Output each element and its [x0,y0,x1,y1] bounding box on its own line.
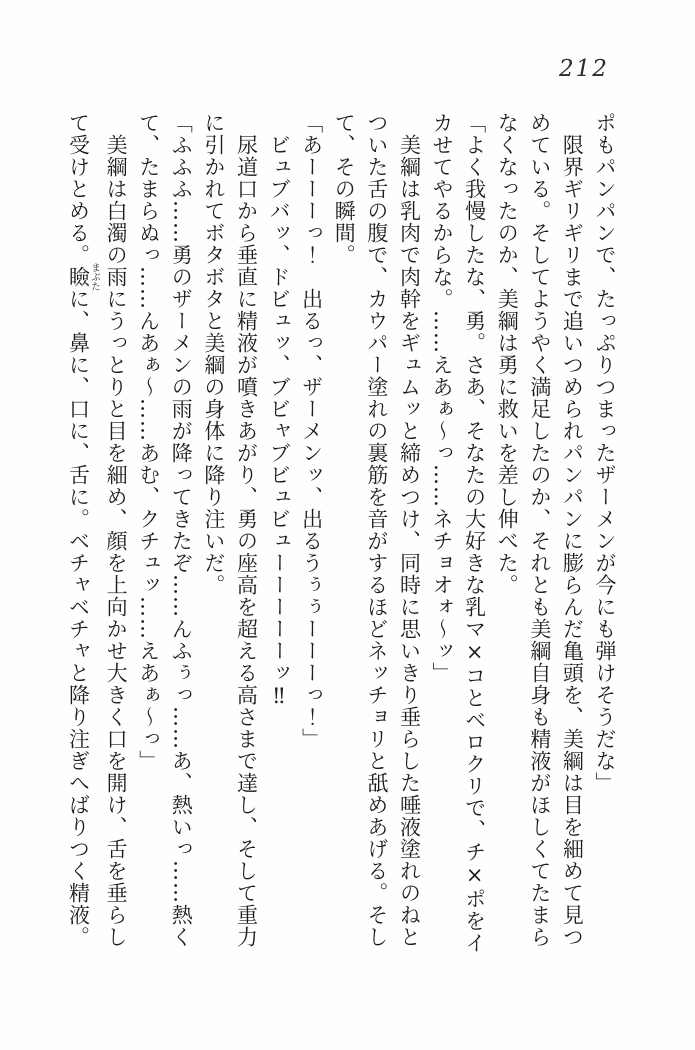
ruby-base: 瞼 [66,262,91,292]
text-segment: に、鼻に、口に、舌に。ベチャベチャと降り注ぎへばりつく精液。 [66,288,91,948]
ruby-word [66,262,100,292]
text-column: 「よく我慢したな、勇。さあ、そなたの大好きな乳マ×コとベロクリで、チ×ポをイ [462,112,487,954]
text-column: に引かれてボタボタと美綱の身体に降り注いだ。 [201,112,226,596]
text-column: て、たまらぬっ……んあぁ～……あむ、クチュッ……えあぁ～っ」 [136,112,161,772]
text-column: ビュブバッ、ドビュッ、ブビャブビュビューーーーーッ‼ [267,112,292,709]
text-column: ついた舌の腹で、カウパー塗れの裏筋を音がするほどネッチョリと舐めあげる。そし [364,112,389,948]
furigana: まぶた [89,262,100,292]
text-column: ポもパンパンで、たっぷりつまったザーメンが今にも弾けそうだな」 [593,112,617,794]
text-column: 美綱は白濁の雨にうっとりと目を細め、顔を上向かせ大きく口を開け、舌を垂らし [104,112,129,948]
text-column: 「ふふふ……勇のザーメンの雨が降ってきたぞ……んふぅっ……あ、熱いっ……熱く [169,112,194,948]
book-page-text [62,112,621,954]
text-column: 尿道口から垂直に精液が噴きあがり、勇の座高を超える高さまで達し、そして重力 [234,112,259,948]
text-column: 限界ギリギリまで追いつめられパンパンに膨らんだ亀頭を、美綱は目を細めて見つ [560,112,585,948]
text-column [62,112,100,954]
text-segment: て受けとめる。 [66,112,91,266]
text-column: 美綱は乳肉で肉幹をギュムッと締めつけ、同時に思いきり垂らした唾液塗れのねと [397,112,422,948]
text-column: なくなったのか、美綱は勇に救いを差し伸べた。 [495,112,520,596]
text-column: 「あーーーっ！ 出るっ、ザーメンッ、出るうぅぅーーーっ！」 [299,112,324,750]
text-column: めている。そしてようやく満足したのか、それとも美綱自身も精液がほしくてたまら [527,112,552,948]
text-column: カせてやるからな。……えあぁ～っ……ネチョオォ～ッ」 [430,112,455,684]
text-column: て、その瞬間。 [332,112,357,266]
page-number: 212 [559,56,609,82]
